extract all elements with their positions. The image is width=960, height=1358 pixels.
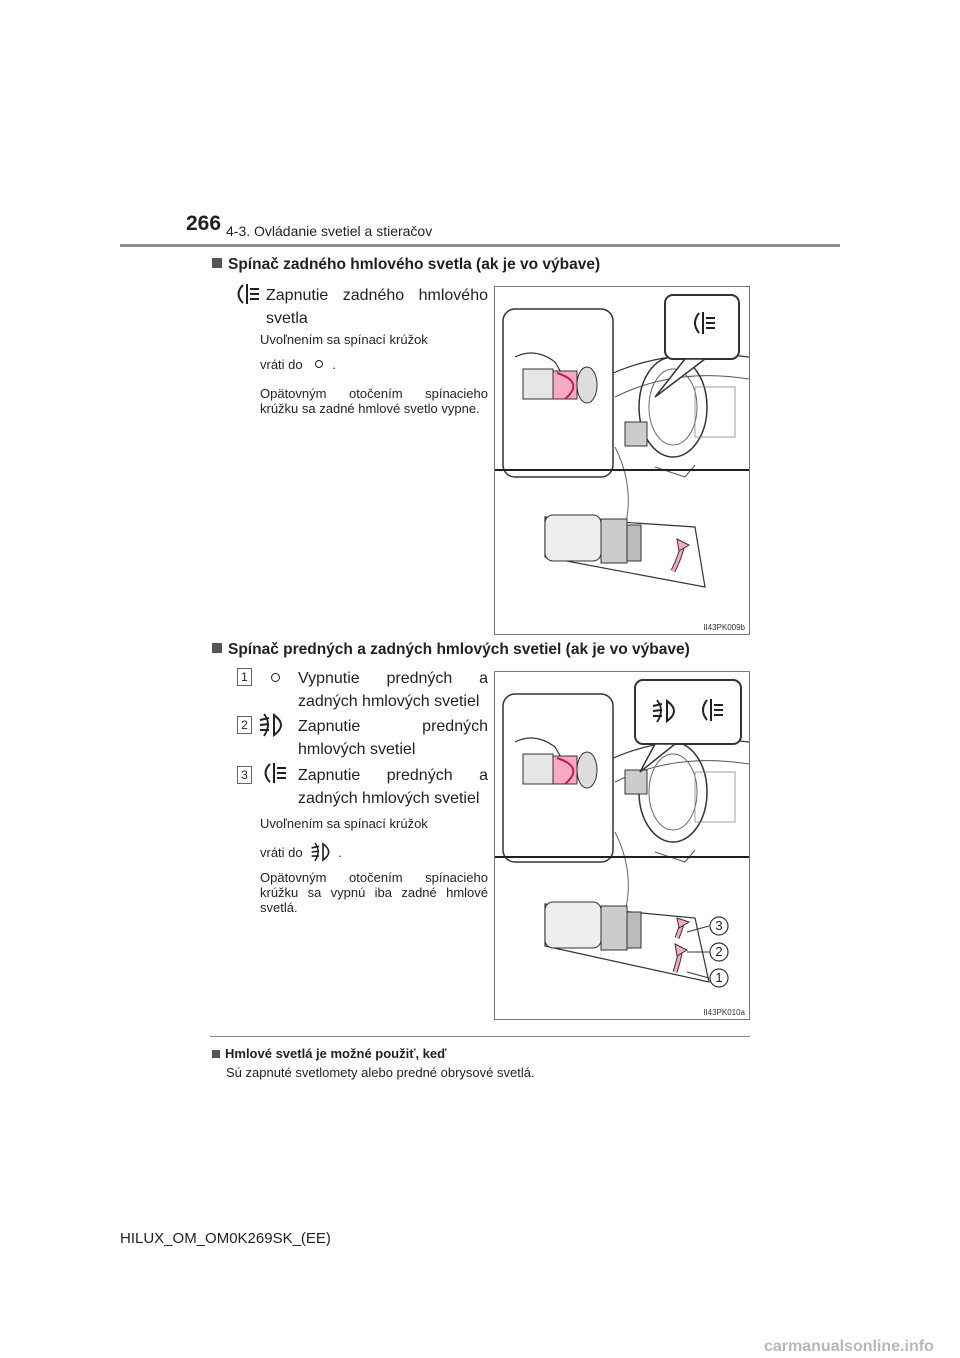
item-label-3: Zapnutie predných a zadných hmlových svetiel [298,767,488,807]
figure-code: II43PK010a [703,1008,745,1017]
figure-code: II43PK009b [703,623,745,632]
release-note-2-line2 [260,841,342,863]
note-title-text: Hmlové svetlá je možné použiť, keď [225,1046,447,1061]
rear-fog-icon [260,761,290,785]
section-title-rear-fog [212,256,600,274]
front-fog-icon [310,841,336,863]
release-note-prefix: vráti do [260,845,303,860]
callout-number-1: 1 [715,970,723,985]
release-note-suffix: . [332,357,336,372]
rear-fog-icon [231,282,261,306]
off-circle-icon [315,360,323,368]
header-divider [120,244,840,247]
item-number-2: 2 [237,716,252,734]
document-code: HILUX_OM_OM0K269SK_(EE) [120,1230,331,1247]
release-note-suffix: . [338,845,342,860]
bullet-square-icon [212,1050,220,1058]
rear-fog-on-text: Zapnutie zadného hmlového svetla [266,287,488,327]
watermark: carmanualsonline.info [764,1338,934,1355]
item-label-1: Vypnutie predných a zadných hmlových svetiel [298,670,488,710]
note-title [212,1046,446,1061]
release-note-2: Uvoľnením sa spínací krúžok [260,816,428,831]
bullet-square-icon [212,643,222,653]
rear-fog-only-off-note: Opätovným otočením spínacieho krúžku sa vypnú iba zadné hmlové svetlá. [260,870,488,915]
item-number-3: 3 [237,766,252,784]
callout-number-2: 2 [715,944,723,959]
off-circle-icon [271,673,280,682]
rear-fog-on-label [266,284,488,330]
page-number: 266 [186,212,222,235]
note-text: Sú zapnuté svetlomety alebo predné obrysové svetlá. [226,1065,535,1080]
section-title-front-rear-fog [212,641,690,659]
figure-front-rear-fog-switch [494,671,750,1020]
front-fog-icon [258,712,290,738]
rear-fog-off-note: Opätovným otočením spínacieho krúžku sa zadné hmlové svetlo vypne. [260,386,488,416]
note-divider [210,1036,750,1037]
release-note: Uvoľnením sa spínací krúžok [260,332,428,347]
chapter-title: 4-3. Ovládanie svetiel a stieračov [226,223,433,239]
figure-rear-fog-switch [494,286,750,635]
item-label-2: Zapnutie predných hmlových svetiel [298,718,488,758]
section-title-text: Spínač zadného hmlového svetla (ak je vo výbave) [228,256,601,273]
callout-number-3: 3 [715,918,723,933]
release-note-prefix: vráti do [260,357,303,372]
bullet-square-icon [212,258,222,268]
item-number-1: 1 [237,668,252,686]
release-note-line2 [260,357,336,372]
section-title-text: Spínač predných a zadných hmlových svetiel (ak je vo výbave) [228,641,690,658]
